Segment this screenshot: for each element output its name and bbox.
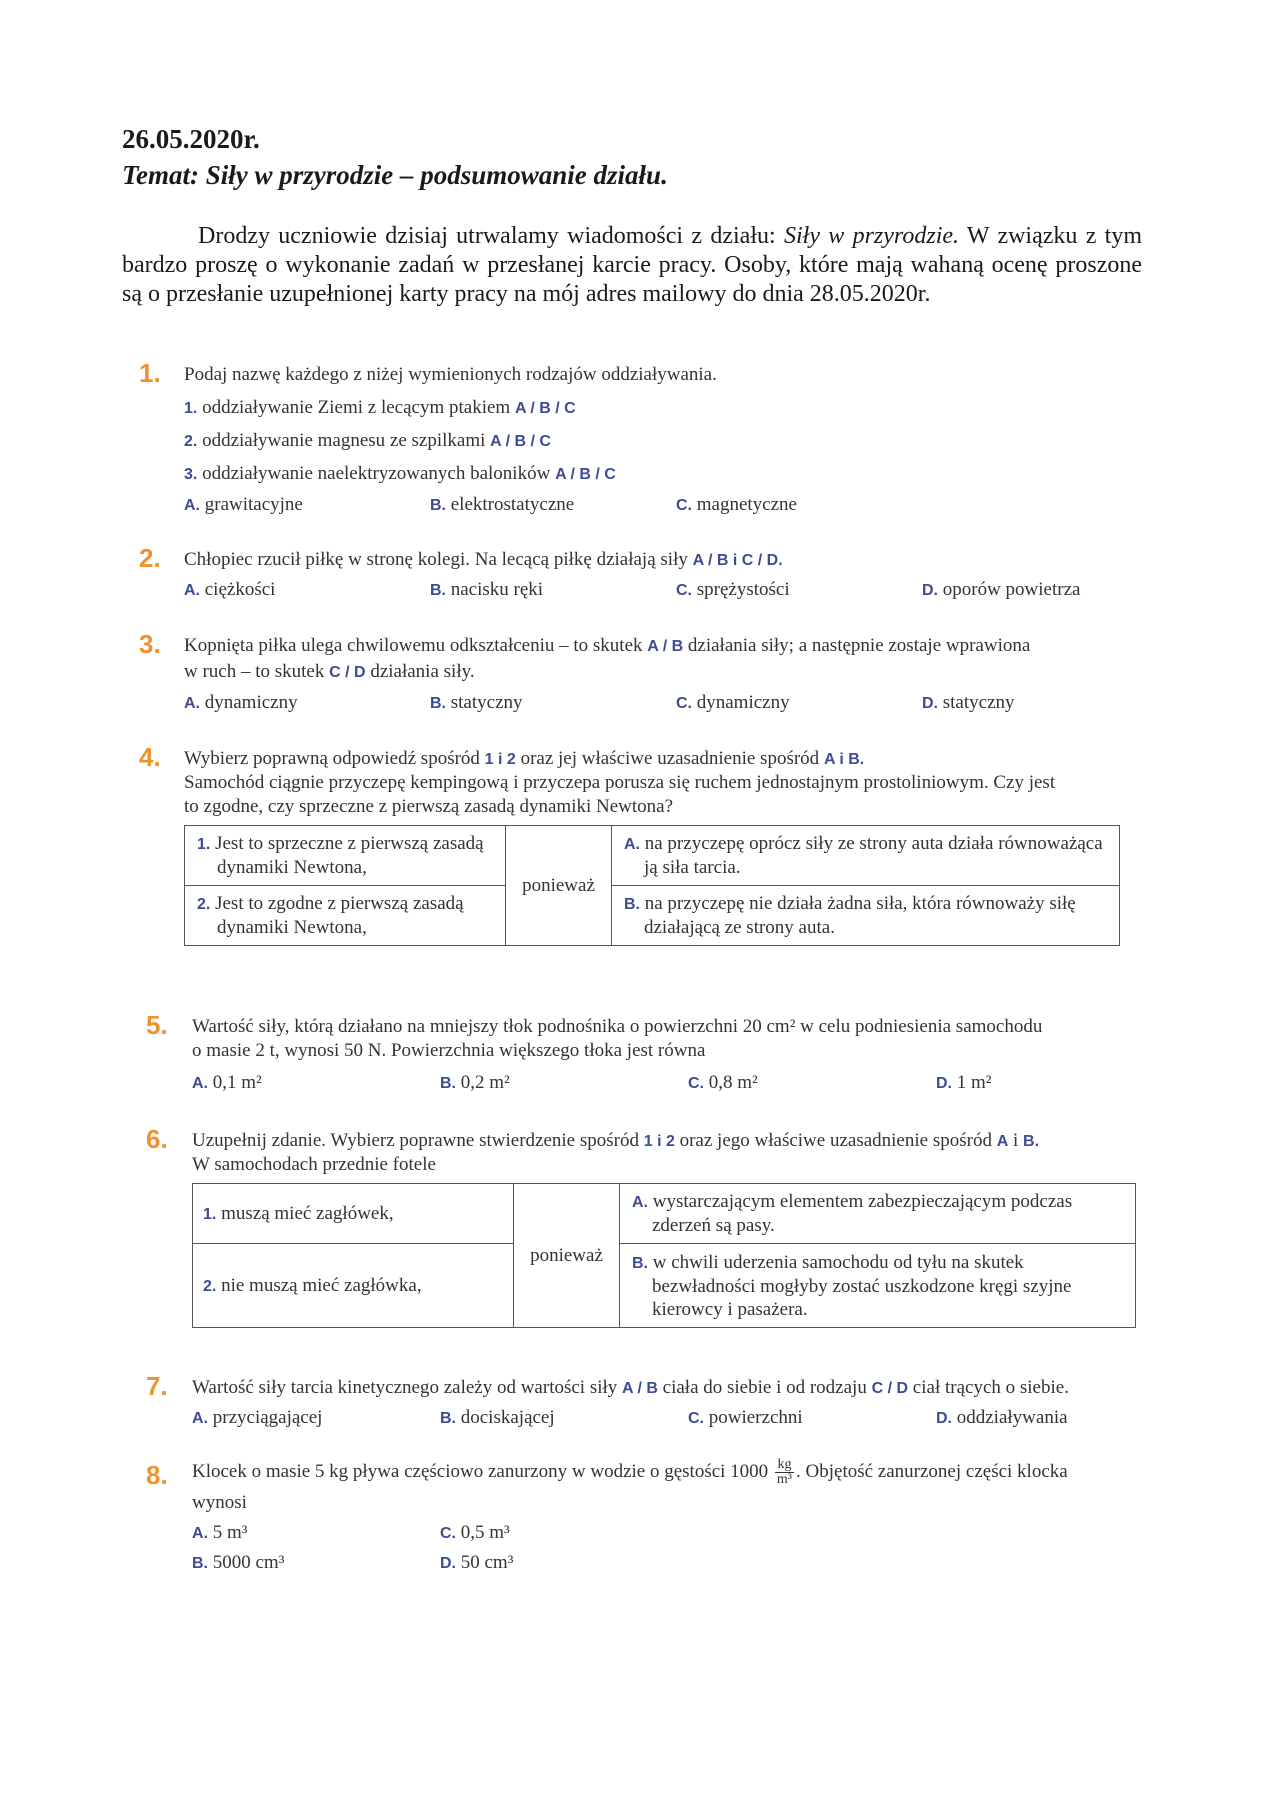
item-number: 3. — [184, 466, 198, 483]
question-number: 7. — [146, 1371, 168, 1401]
prompt-choice: A / B i C / D. — [692, 552, 783, 569]
option-letter: C. — [440, 1525, 456, 1542]
prompt-text: i — [1013, 1130, 1019, 1151]
prompt-choice: A i B. — [823, 751, 865, 768]
prompt-choice: A / B — [647, 638, 684, 655]
answer-option — [440, 1407, 555, 1429]
table-cell — [612, 886, 1120, 946]
answer-option — [922, 692, 1015, 714]
option-letter: B. — [624, 896, 640, 913]
option-letter: B. — [440, 1410, 456, 1427]
option-letter: C. — [688, 1075, 704, 1092]
option-text: 50 cm³ — [460, 1552, 514, 1573]
option-text: 1 m² — [956, 1072, 992, 1093]
item-number: 2. — [184, 433, 198, 450]
prompt-text: Kopnięta piłka ulega chwilowemu odkształceniu – to skutek — [184, 635, 643, 656]
option-letter: A. — [184, 582, 200, 599]
answer-option — [184, 494, 303, 516]
option-text: wystarczającym elementem zabezpieczającym podczas zderzeń są pasy. — [652, 1191, 1073, 1236]
question-text-line: wynosi — [192, 1492, 247, 1513]
prompt-text: Wybierz poprawną odpowiedź spośród — [184, 748, 480, 769]
answer-option — [430, 579, 543, 601]
option-letter: A. — [624, 836, 640, 853]
option-letter: D. — [936, 1075, 952, 1092]
prompt-text: ciał trących o siebie. — [912, 1377, 1069, 1398]
prompt-choice: 1 i 2 — [484, 751, 516, 768]
option-text: 0,2 m² — [460, 1072, 510, 1093]
prompt-text: ciała do siebie i od rodzaju — [662, 1377, 867, 1398]
question-prompt — [184, 635, 1030, 657]
option-text: dociskającej — [460, 1407, 555, 1428]
option-letter: C. — [688, 1410, 704, 1427]
prompt-text: działania siły. — [370, 661, 475, 682]
option-letter: A. — [192, 1075, 208, 1092]
option-letter: B. — [632, 1254, 648, 1272]
question-number: 8. — [146, 1460, 168, 1490]
prompt-text: Chłopiec rzucił piłkę w stronę kolegi. Na lecącą piłkę działają siły — [184, 549, 688, 570]
item-text: oddziaływanie Ziemi z lecącym ptakiem — [202, 397, 511, 418]
table-cell — [620, 1244, 1136, 1328]
question-number: 6. — [146, 1124, 168, 1154]
table-cell — [612, 826, 1120, 886]
option-letter: A. — [192, 1525, 208, 1542]
prompt-choice: C / D — [329, 664, 366, 681]
option-letter: A. — [184, 695, 200, 712]
question-number: 3. — [139, 629, 161, 659]
option-letter: D. — [922, 582, 938, 599]
option-text: oddziaływania — [956, 1407, 1068, 1428]
item-choice: A / B / C — [514, 400, 576, 417]
table-cell — [193, 1184, 514, 1244]
option-text: grawitacyjne — [204, 494, 303, 515]
option-letter: B. — [430, 497, 446, 514]
item-number: 1. — [184, 400, 198, 417]
option-text: sprężystości — [696, 579, 790, 600]
document-date: 26.05.2020r. — [122, 124, 260, 154]
intro-text-2: W związku z tym bardzo proszę o wykonanie zadań w przesłanej karcie pracy. Osoby, które mają wahaną ocenę proszone są o przesłanie uzupełnionej karty pracy na mój adres mailowy do dnia 28.05.2020r. — [122, 223, 1143, 307]
document-topic: Temat: Siły w przyrodzie – podsumowanie działu. — [122, 160, 668, 190]
answer-option — [676, 494, 797, 516]
list-item — [184, 430, 551, 452]
answer-table — [192, 1183, 1136, 1328]
prompt-text: oraz jej właściwe uzasadnienie spośród — [520, 748, 820, 769]
prompt-text: Wartość siły tarcia kinetycznego zależy od wartości siły — [192, 1377, 618, 1398]
prompt-choice: 1 i 2 — [643, 1133, 675, 1150]
question-prompt: Wartość siły, którą działano na mniejszy tłok podnośnika o powierzchni 20 cm² w celu podniesienia samochodu — [192, 1016, 1043, 1037]
question-prompt — [192, 1377, 1069, 1399]
intro-paragraph — [122, 222, 1142, 309]
option-text: nie muszą mieć zagłówka, — [221, 1274, 422, 1296]
answer-option — [676, 579, 790, 601]
answer-option — [192, 1522, 247, 1544]
option-text: Jest to sprzeczne z pierwszą zasadą dynamiki Newtona, — [215, 833, 484, 878]
option-letter: D. — [936, 1410, 952, 1427]
option-letter: D. — [922, 695, 938, 712]
question-number: 5. — [146, 1010, 168, 1040]
intro-italic: Siły w przyrodzie. — [783, 223, 960, 249]
option-text: 0,1 m² — [212, 1072, 262, 1093]
item-choice: A / B / C — [555, 466, 616, 483]
answer-option — [440, 1072, 510, 1094]
option-letter: A. — [184, 497, 200, 514]
option-text: nacisku ręki — [450, 579, 544, 600]
answer-option — [192, 1407, 322, 1429]
item-text: oddziaływanie magnesu ze szpilkami — [202, 430, 486, 451]
fraction-denominator: m³ — [776, 1472, 793, 1487]
prompt-text: Uzupełnij zdanie. Wybierz poprawne stwierdzenie spośród — [192, 1130, 639, 1151]
option-letter: 1. — [197, 836, 211, 853]
answer-table — [184, 825, 1120, 946]
question-prompt — [192, 1458, 1068, 1487]
question-prompt — [192, 1130, 1039, 1152]
option-letter: C. — [676, 497, 692, 514]
option-letter: D. — [440, 1555, 456, 1572]
prompt-choice: A / B — [622, 1380, 658, 1397]
answer-option — [440, 1522, 510, 1544]
option-text: muszą mieć zagłówek, — [221, 1202, 394, 1224]
table-cell-because: ponieważ — [514, 1184, 620, 1328]
prompt-text: oraz jego właściwe uzasadnienie spośród — [679, 1130, 992, 1151]
list-item — [184, 397, 576, 419]
option-letter: C. — [676, 695, 692, 712]
prompt-text: . Objętość zanurzonej części klocka — [796, 1460, 1068, 1482]
question-text-line: Samochód ciągnie przyczepę kempingową i przyczepa porusza się ruchem jednostajnym prostoliniowym. Czy jest — [184, 772, 1056, 793]
question-prompt-line-2 — [184, 661, 475, 683]
table-cell — [193, 1244, 514, 1328]
option-letter: A. — [632, 1194, 648, 1211]
option-letter: C. — [676, 582, 692, 599]
option-letter: B. — [430, 582, 446, 599]
option-letter: B. — [192, 1555, 208, 1572]
answer-option — [676, 692, 790, 714]
option-text: Jest to zgodne z pierwszą zasadą dynamiki Newtona, — [215, 893, 464, 938]
question-prompt: Podaj nazwę każdego z niżej wymienionych rodzajów oddziaływania. — [184, 364, 717, 385]
list-item — [184, 463, 616, 485]
option-letter: 2. — [203, 1277, 217, 1295]
item-text: oddziaływanie naelektryzowanych baloników — [202, 463, 551, 484]
item-choice: A / B / C — [490, 433, 551, 450]
answer-option — [688, 1407, 803, 1429]
fraction-numerator: kg — [775, 1458, 794, 1473]
prompt-text: działania siły; a następnie zostaje wprawiona — [687, 635, 1031, 656]
answer-option — [936, 1072, 991, 1094]
option-text: 5000 cm³ — [212, 1552, 285, 1573]
answer-option — [192, 1552, 284, 1574]
density-unit-fraction — [775, 1458, 794, 1487]
prompt-text: w ruch – to skutek — [184, 661, 325, 682]
option-text: statyczny — [450, 692, 523, 713]
option-text: na przyczepę nie działa żadna siła, która równoważy siłę działającą ze strony auta. — [644, 893, 1076, 938]
option-text: ciężkości — [204, 579, 276, 600]
prompt-choice: C / D — [871, 1380, 909, 1397]
option-text: statyczny — [942, 692, 1015, 713]
table-cell — [185, 826, 506, 886]
question-number: 4. — [139, 742, 161, 772]
option-text: powierzchni — [708, 1407, 803, 1428]
question-text-line: to zgodne, czy sprzeczne z pierwszą zasadą dynamiki Newtona? — [184, 796, 674, 817]
option-text: na przyczepę oprócz siły ze strony auta działa równoważąca ją siła tarcia. — [644, 833, 1103, 878]
table-cell-because: ponieważ — [506, 826, 612, 946]
option-text: oporów powietrza — [942, 579, 1081, 600]
answer-option — [936, 1407, 1068, 1429]
question-number: 2. — [139, 543, 161, 573]
option-letter: 2. — [197, 896, 211, 913]
answer-option — [430, 692, 523, 714]
option-text: 5 m³ — [212, 1522, 248, 1543]
table-cell — [620, 1184, 1136, 1244]
prompt-text: Klocek o masie 5 kg pływa częściowo zanurzony w wodzie o gęstości 1000 — [192, 1460, 769, 1482]
option-letter: B. — [430, 695, 446, 712]
intro-text-1: Drodzy uczniowie dzisiaj utrwalamy wiadomości z działu: — [198, 223, 784, 249]
option-text: dynamiczny — [204, 692, 298, 713]
option-text: 0,8 m² — [708, 1072, 758, 1093]
question-prompt — [184, 549, 783, 571]
prompt-choice: A — [996, 1133, 1009, 1150]
option-text: 0,5 m³ — [460, 1522, 510, 1543]
answer-option — [184, 692, 298, 714]
prompt-choice: B. — [1023, 1133, 1040, 1150]
answer-option — [430, 494, 574, 516]
answer-option — [184, 579, 275, 601]
option-text: przyciągającej — [212, 1407, 323, 1428]
option-text: w chwili uderzenia samochodu od tyłu na skutek bezwładności mogłyby zostać uszkodzone kręgi szyjne kierowcy i pasażera. — [652, 1251, 1072, 1320]
option-text: magnetyczne — [696, 494, 797, 515]
question-text-line: o masie 2 t, wynosi 50 N. Powierzchnia większego tłoka jest równa — [192, 1040, 706, 1061]
option-letter: B. — [440, 1075, 456, 1092]
answer-option — [192, 1072, 262, 1094]
question-text-line: W samochodach przednie fotele — [192, 1154, 436, 1175]
question-prompt — [184, 748, 864, 770]
option-letter: 1. — [203, 1205, 217, 1223]
question-number: 1. — [139, 358, 161, 388]
answer-option — [922, 579, 1080, 601]
answer-option — [688, 1072, 758, 1094]
table-cell — [185, 886, 506, 946]
answer-option — [440, 1552, 513, 1574]
option-text: dynamiczny — [696, 692, 790, 713]
option-text: elektrostatyczne — [450, 494, 575, 515]
option-letter: A. — [192, 1410, 208, 1427]
